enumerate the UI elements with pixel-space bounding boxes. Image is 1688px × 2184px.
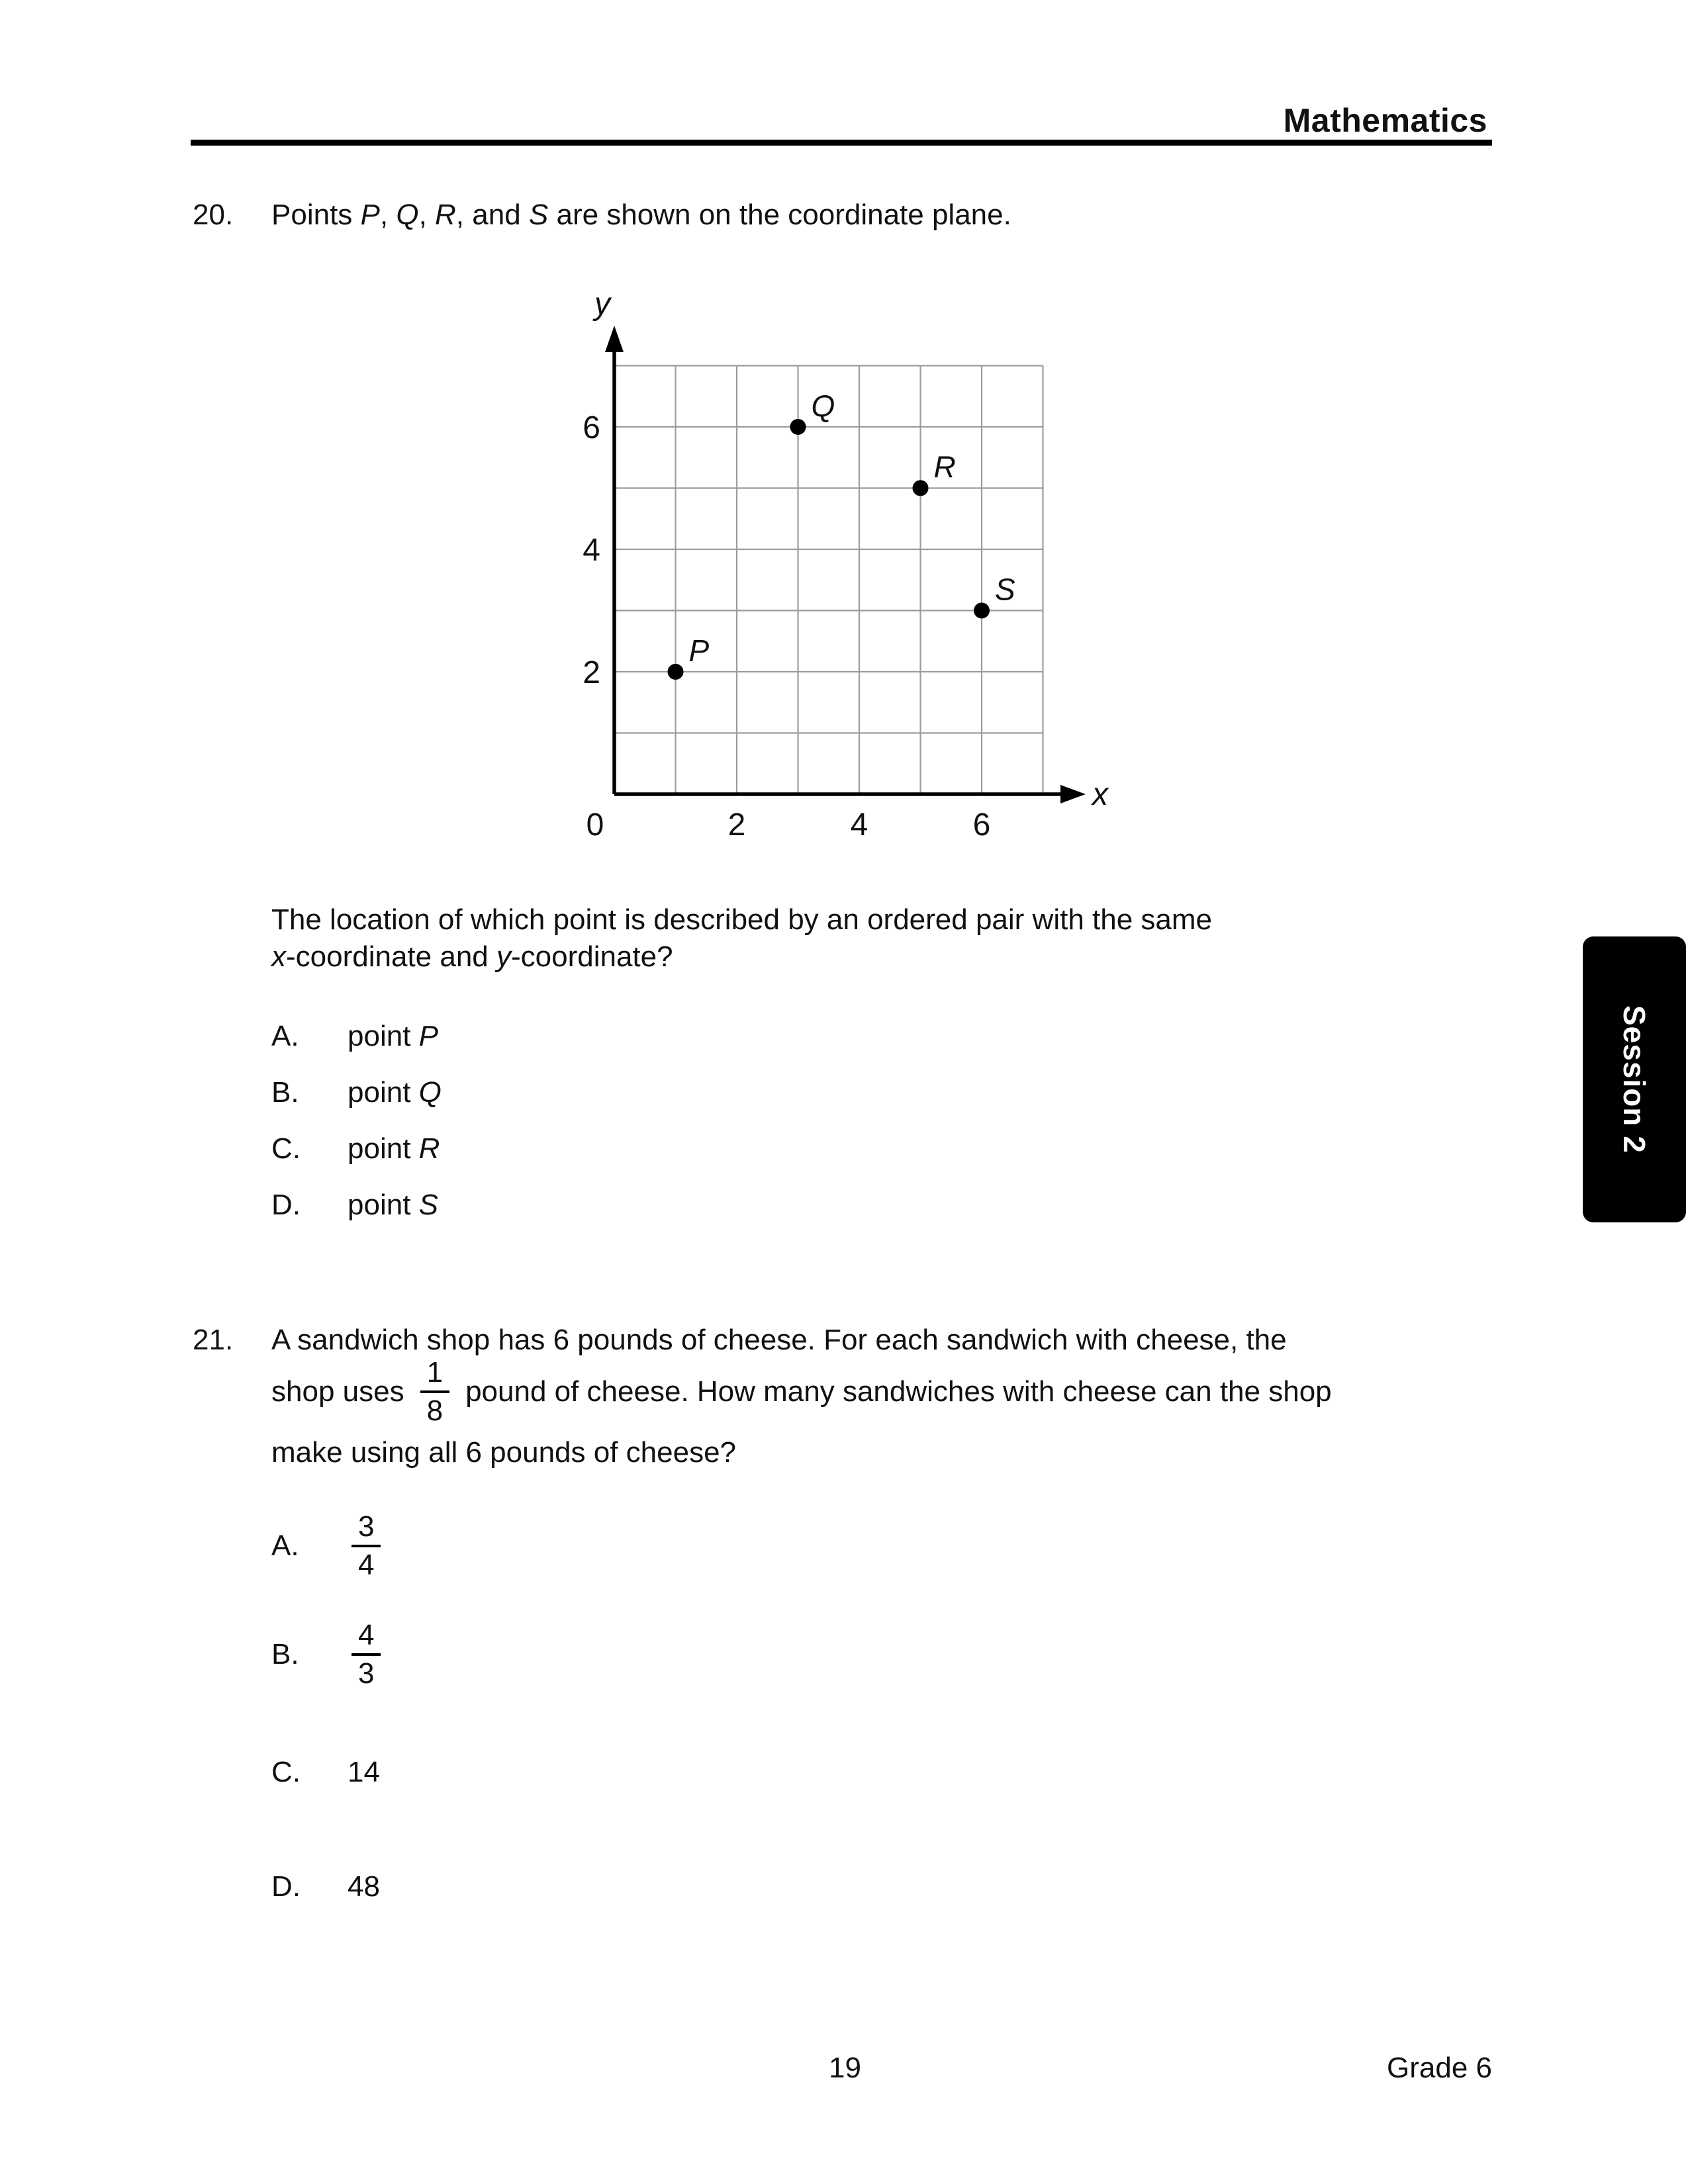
y-tick-label-2: 2 xyxy=(583,655,600,690)
fraction-denominator: 8 xyxy=(426,1394,444,1427)
option-letter: C. xyxy=(271,1756,301,1788)
option-text: point P xyxy=(348,1020,438,1052)
origin-label: 0 xyxy=(586,807,604,842)
x-axis-arrowhead xyxy=(1060,785,1086,803)
option-letter: A. xyxy=(271,1020,299,1052)
question-20-prompt xyxy=(271,901,1383,976)
question-21-line-2 xyxy=(271,1350,1332,1433)
question-20-prompt-line-1: The location of which point is described by an ordered pair with the same xyxy=(271,903,1212,936)
x-axis-label: x xyxy=(1092,777,1108,812)
y-axis-arrowhead xyxy=(605,326,624,352)
option-letter: B. xyxy=(271,1638,299,1670)
fraction-bar xyxy=(352,1545,381,1547)
fraction-denominator: 3 xyxy=(358,1657,375,1690)
fraction-numerator: 1 xyxy=(426,1356,444,1388)
option-letter: A. xyxy=(271,1529,299,1562)
option-text: point R xyxy=(348,1132,440,1165)
question-21-option-b xyxy=(271,1608,385,1701)
option-text: point S xyxy=(348,1189,438,1221)
page-header-title: Mathematics xyxy=(1283,102,1487,139)
question-21-option-d xyxy=(271,1870,380,1903)
question-21-line-2-prefix: shop uses xyxy=(271,1375,404,1408)
question-20-option-b xyxy=(271,1076,442,1109)
fraction-numerator: 4 xyxy=(358,1619,375,1651)
session-tab-label: Session 2 xyxy=(1617,1005,1652,1154)
question-20-prompt-line-2: x-coordinate and y-coordinate? xyxy=(271,940,673,973)
option-letter: D. xyxy=(271,1870,301,1903)
footer-grade-label: Grade 6 xyxy=(1387,2052,1492,2084)
coordinate-plane-figure xyxy=(569,278,1112,860)
option-value: 14 xyxy=(348,1756,380,1788)
question-20-option-c xyxy=(271,1132,440,1165)
session-tab xyxy=(1583,936,1686,1222)
question-20-number: 20. xyxy=(193,199,234,231)
point-label-S: S xyxy=(995,572,1015,607)
option-value: 48 xyxy=(348,1870,380,1903)
option-letter: B. xyxy=(271,1076,299,1109)
x-tick-label-4: 4 xyxy=(850,807,868,842)
footer-page-number: 19 xyxy=(829,2052,861,2084)
point-Q xyxy=(790,419,806,435)
fraction-one-eighth xyxy=(416,1357,453,1427)
fraction-numerator: 3 xyxy=(358,1510,375,1543)
question-21-option-a xyxy=(271,1500,385,1592)
y-axis-label: y xyxy=(594,287,610,322)
option-letter: C. xyxy=(271,1132,301,1165)
x-tick-label-6: 6 xyxy=(972,807,991,842)
fraction-bar xyxy=(352,1653,381,1656)
point-label-R: R xyxy=(933,449,956,484)
header-rule xyxy=(191,140,1492,146)
point-label-P: P xyxy=(688,633,710,668)
question-20-stem: Points P, Q, R, and S are shown on the coordinate plane. xyxy=(271,199,1011,231)
point-P xyxy=(668,664,684,680)
point-S xyxy=(974,603,990,619)
fraction-four-thirds xyxy=(348,1619,385,1690)
option-text: point Q xyxy=(348,1076,442,1109)
y-tick-label-6: 6 xyxy=(583,410,600,445)
fraction-bar xyxy=(420,1390,449,1393)
question-21-option-c xyxy=(271,1756,380,1789)
y-tick-label-4: 4 xyxy=(583,533,600,568)
question-20-option-d xyxy=(271,1189,438,1222)
question-20-option-a xyxy=(271,1020,438,1053)
question-21-line-3: make using all 6 pounds of cheese? xyxy=(271,1436,737,1469)
option-letter: D. xyxy=(271,1189,301,1221)
question-21-number: 21. xyxy=(193,1324,234,1356)
x-tick-label-2: 2 xyxy=(727,807,746,842)
fraction-denominator: 4 xyxy=(358,1549,375,1581)
point-label-Q: Q xyxy=(811,388,835,423)
question-21-line-1: A sandwich shop has 6 pounds of cheese. For each sandwich with cheese, the xyxy=(271,1324,1287,1356)
fraction-three-fourths xyxy=(348,1511,385,1581)
point-R xyxy=(913,480,929,496)
question-21-line-2-suffix: pound of cheese. How many sandwiches with cheese can the shop xyxy=(465,1375,1332,1408)
